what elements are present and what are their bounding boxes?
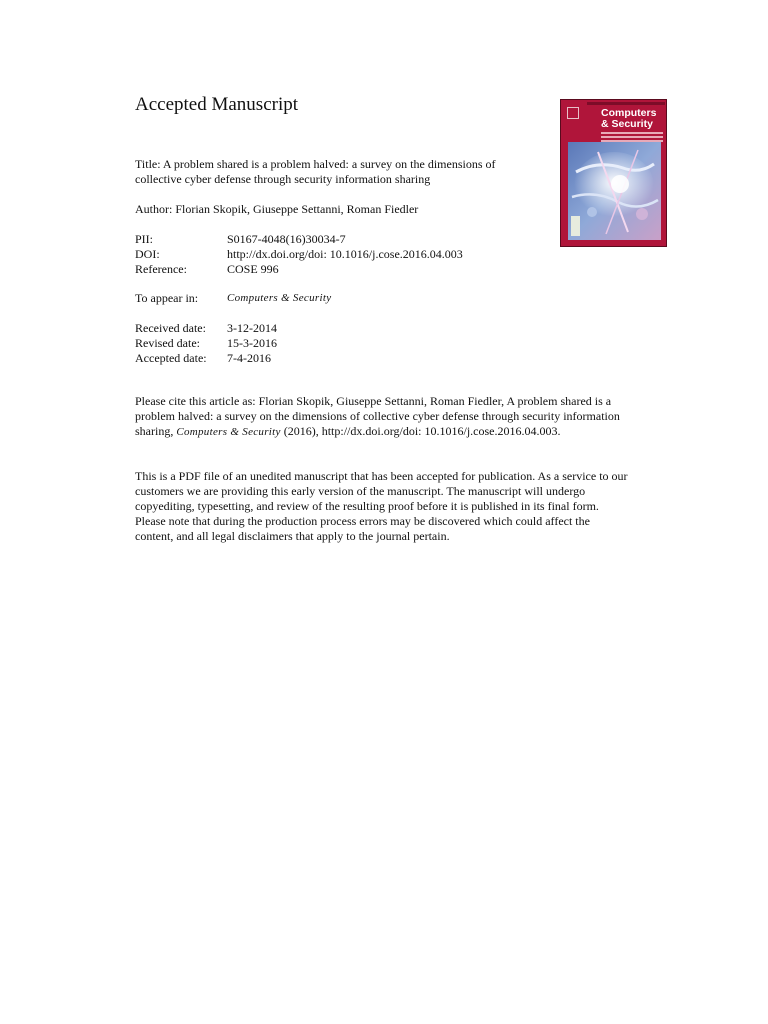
reference-row [135,262,635,277]
cover-artwork [568,142,661,240]
article-dates [135,321,635,366]
doi-label: DOI: [135,247,160,261]
page-title: Accepted Manuscript [135,94,299,115]
accepted-label: Accepted date: [135,351,207,365]
appear-in [135,291,635,306]
citation-journal: Computers & Security [176,426,281,438]
received-value: 3-12-2014 [227,321,277,335]
citation-text: Please cite this article as: Florian Skopik, Giuseppe Settanni, Roman Fiedler, A problem shared is a problem halved: a survey on the dimensions of collective cyber defense through security information sharing, [135,394,620,438]
received-label: Received date: [135,321,206,335]
accepted-row [135,351,635,366]
cover-subtitle-lines [601,132,663,134]
pii-label: PII: [135,232,153,246]
doi-value[interactable]: http://dx.doi.org/doi: 10.1016/j.cose.2016.04.003 [227,247,463,261]
revised-row [135,336,635,351]
appear-label: To appear in: [135,291,199,305]
revised-label: Revised date: [135,336,200,350]
cover-badge-icon [571,216,580,236]
pii-value: S0167-4048(16)30034-7 [227,232,346,246]
reference-label: Reference: [135,262,187,276]
journal-cover-image [560,99,667,247]
journal-name: Computers & Security [227,292,332,304]
article-title: Title: A problem shared is a problem halved: a survey on the dimensions of collective cyber defense through security information sharing [135,157,496,186]
cover-journal-title: Computers & Security [601,107,657,130]
doi-row [135,247,635,262]
citation-doi: (2016), http://dx.doi.org/doi: 10.1016/j.cose.2016.04.003. [280,424,561,438]
article-authors: Author: Florian Skopik, Giuseppe Settanni, Roman Fiedler [135,202,419,216]
cover-top-bar [587,102,665,105]
revised-value: 15-3-2016 [227,336,277,350]
manuscript-notice: This is a PDF file of an unedited manuscript that has been accepted for publication. As a service to our customers we are providing this early version of the manuscript. The manuscript will undergo copyediting, typesetting, and review of the resulting proof before it is published in its final form. Please note that during the production process errors may be discovered which could affect the content, and all legal disclaimers that apply to the journal pertain. [135,469,628,543]
publisher-logo-icon [567,107,579,119]
reference-value: COSE 996 [227,262,279,276]
accepted-value: 7-4-2016 [227,351,271,365]
citation-paragraph [135,394,625,440]
received-row [135,321,635,336]
